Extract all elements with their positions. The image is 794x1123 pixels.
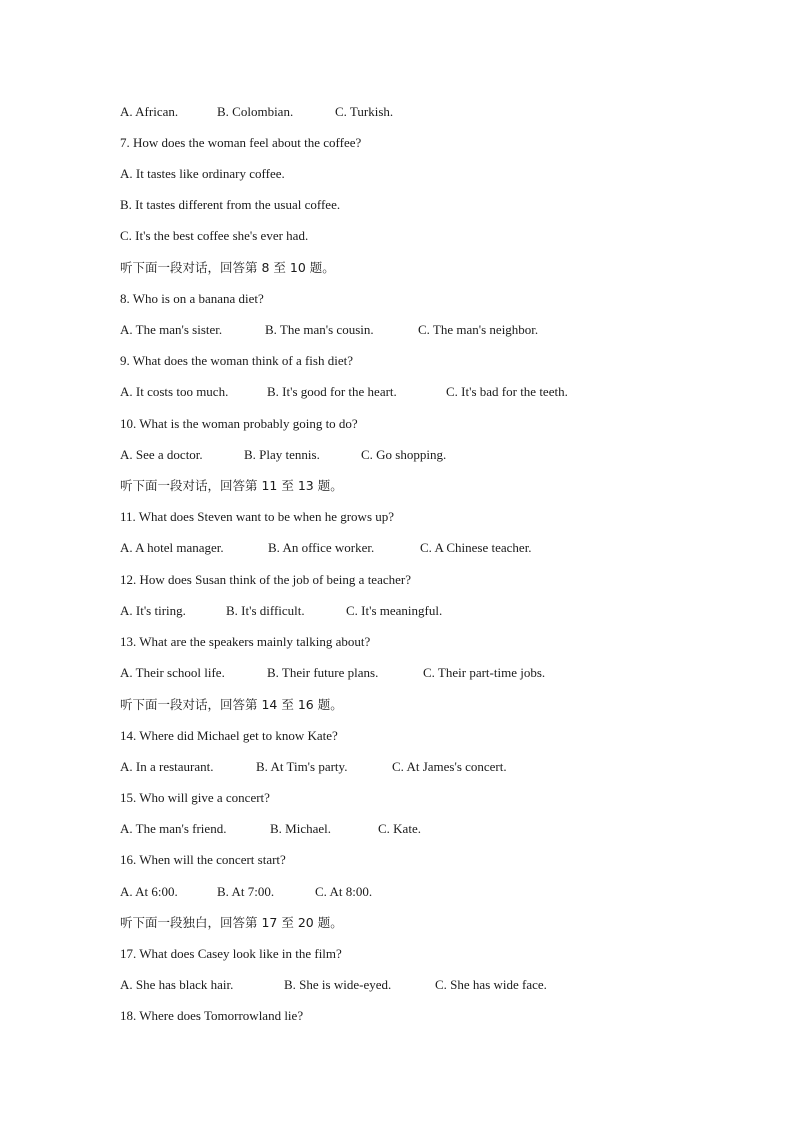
answer-option: C. It's meaningful. — [346, 603, 443, 618]
answer-option: C. She has wide face. — [435, 977, 547, 992]
options-row — [120, 103, 680, 121]
answer-option: B. At 7:00. — [217, 884, 275, 899]
options-row — [120, 820, 680, 838]
section-instruction: 听下面一段对话，回答第 11 至 13 题。 — [120, 478, 343, 493]
options-row — [120, 883, 680, 901]
answer-option: A. It's tiring. — [120, 603, 186, 618]
answer-option: B. An office worker. — [268, 540, 375, 555]
answer-option: A. African. — [120, 104, 179, 119]
answer-option: B. Colombian. — [217, 104, 294, 119]
answer-option: C. At 8:00. — [315, 884, 373, 899]
options-row — [120, 758, 680, 776]
answer-option: B. At Tim's party. — [256, 759, 348, 774]
answer-option: C. Turkish. — [335, 104, 394, 119]
question-text: 8. Who is on a banana diet? — [120, 291, 264, 306]
answer-option: C. It's the best coffee she's ever had. — [120, 228, 309, 243]
question-text: 17. What does Casey look like in the film? — [120, 946, 342, 961]
answer-option: C. Their part-time jobs. — [423, 665, 546, 680]
question-text: 11. What does Steven want to be when he grows up? — [120, 509, 395, 524]
options-row — [120, 664, 680, 682]
question-text: 14. Where did Michael get to know Kate? — [120, 728, 338, 743]
question-text: 9. What does the woman think of a fish diet? — [120, 353, 353, 368]
question-text: 15. Who will give a concert? — [120, 790, 270, 805]
answer-option: C. A Chinese teacher. — [420, 540, 532, 555]
answer-option: A. At 6:00. — [120, 884, 178, 899]
options-row — [120, 539, 680, 557]
answer-option: C. Go shopping. — [361, 447, 447, 462]
section-instruction: 听下面一段对话，回答第 14 至 16 题。 — [120, 697, 343, 712]
answer-option: A. See a doctor. — [120, 447, 203, 462]
answer-option: A. A hotel manager. — [120, 540, 224, 555]
options-row — [120, 976, 680, 994]
answer-option: A. It costs too much. — [120, 384, 229, 399]
answer-option: B. Their future plans. — [267, 665, 379, 680]
section-instruction: 听下面一段对话，回答第 8 至 10 题。 — [120, 260, 335, 275]
question-text: 7. How does the woman feel about the coffee? — [120, 135, 362, 150]
answer-option: B. It tastes different from the usual coffee. — [120, 197, 341, 212]
options-row — [120, 602, 680, 620]
answer-option: C. It's bad for the teeth. — [446, 384, 568, 399]
answer-option: B. Play tennis. — [244, 447, 320, 462]
answer-option: B. It's good for the heart. — [267, 384, 397, 399]
answer-option: C. At James's concert. — [392, 759, 507, 774]
answer-option: B. The man's cousin. — [265, 322, 374, 337]
question-text: 10. What is the woman probably going to do? — [120, 416, 358, 431]
answer-option: A. Their school life. — [120, 665, 225, 680]
question-text: 12. How does Susan think of the job of being a teacher? — [120, 572, 411, 587]
answer-option: A. She has black hair. — [120, 977, 234, 992]
options-row — [120, 383, 680, 401]
question-text: 16. When will the concert start? — [120, 852, 286, 867]
answer-option: A. The man's friend. — [120, 821, 227, 836]
answer-option: B. It's difficult. — [226, 603, 305, 618]
answer-option: B. Michael. — [270, 821, 332, 836]
options-row — [120, 446, 680, 464]
answer-option: A. It tastes like ordinary coffee. — [120, 166, 285, 181]
answer-option: A. In a restaurant. — [120, 759, 214, 774]
question-text: 18. Where does Tomorrowland lie? — [120, 1008, 304, 1023]
section-instruction: 听下面一段独白，回答第 17 至 20 题。 — [120, 915, 343, 930]
answer-option: C. The man's neighbor. — [418, 322, 539, 337]
answer-option: B. She is wide-eyed. — [284, 977, 392, 992]
answer-option: A. The man's sister. — [120, 322, 223, 337]
question-text: 13. What are the speakers mainly talking about? — [120, 634, 371, 649]
options-row — [120, 321, 680, 339]
answer-option: C. Kate. — [378, 821, 421, 836]
